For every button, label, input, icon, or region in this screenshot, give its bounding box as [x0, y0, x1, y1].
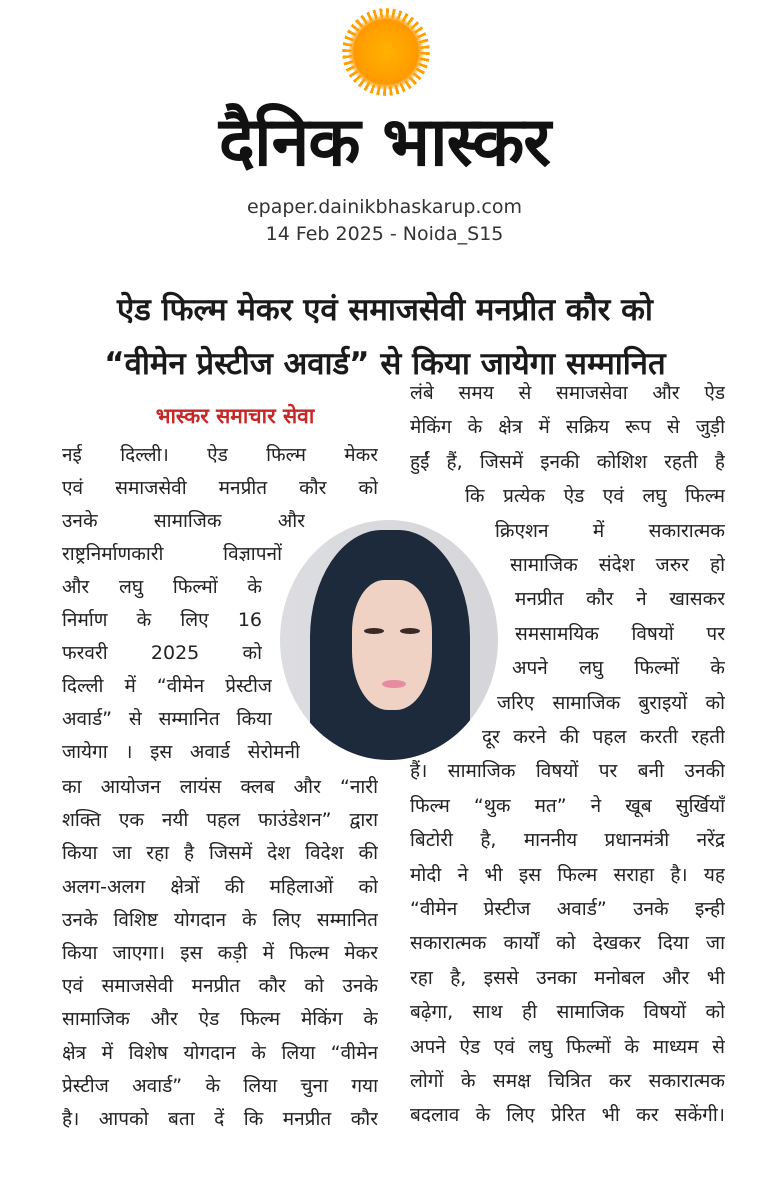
article-line: दिल्ली में “वीमेन प्रेस्टीज — [62, 675, 272, 697]
newspaper-title: दैनिक भास्कर — [218, 103, 551, 182]
article-line: किया जा रहा है जिसमें देश विदेश की — [62, 842, 378, 865]
article-line: सामाजिक और ऐड फिल्म मेकिंग के — [62, 1008, 378, 1031]
article-line: लंबे समय से समाजसेवा और ऐड — [410, 382, 725, 404]
article-line: लोगों के समक्ष चित्रित कर सकारात्मक — [410, 1070, 725, 1092]
article-line: “वीमेन प्रेस्टीज अवार्ड” उनके इन्ही — [410, 898, 725, 920]
article-line: एवं समाजसेवी मनप्रीत कौर को उनके — [62, 975, 378, 998]
article-line: अलग-अलग क्षेत्रों की महिलाओं को — [62, 875, 378, 898]
photo-face — [352, 580, 432, 710]
article-line: समसामयिक विषयों पर — [515, 622, 725, 645]
article-line: राष्ट्रनिर्माणकारी विज्ञापनों — [62, 543, 282, 565]
article-line: प्रेस्टीज अवार्ड” के लिया चुना गया — [62, 1074, 378, 1097]
sun-logo-icon — [348, 14, 424, 90]
byline: भास्कर समाचार सेवा — [155, 404, 315, 428]
article-line: और लघु फिल्मों के — [62, 576, 262, 598]
photo-eye — [364, 628, 384, 634]
article-line: अपने ऐड एवं लघु फिल्मों के माध्यम से — [410, 1035, 725, 1058]
article-line: क्षेत्र में विशेष योगदान के लिया “वीमेन — [62, 1041, 378, 1064]
article-line: हुईं हैं, जिसमें इनकी कोशिश रहती है — [410, 450, 725, 473]
article-line: किया जाएगा। इस कड़ी में फिल्म मेकर — [62, 942, 378, 964]
article-line: रहा है, इससे उनका मनोबल और भी — [410, 966, 725, 989]
article-line: मनप्रीत कौर ने खासकर — [515, 588, 725, 611]
article-line: जायेगा । इस अवार्ड सेरोमनी — [62, 741, 300, 763]
article-line: कि प्रत्येक ऐड एवं लघु फिल्म — [465, 485, 725, 508]
epaper-url: epaper.dainikbhaskarup.com — [246, 196, 523, 218]
article-line: सामाजिक संदेश जरुर हो — [510, 554, 725, 576]
article-line: दूर करने की पहल करती रहती — [482, 726, 725, 748]
photo-lips — [382, 680, 406, 688]
article-line: है। आपको बता दें कि मनप्रीत कौर — [62, 1108, 378, 1130]
article-line: एवं समाजसेवी मनप्रीत कौर को — [62, 477, 378, 499]
article-line: उनके सामाजिक और — [62, 510, 305, 532]
article-line: मोदी ने भी इस फिल्म सराहा है। यह — [410, 863, 725, 886]
photo-eye — [400, 628, 420, 634]
article-line: हैं। सामाजिक विषयों पर बनी उनकी — [410, 760, 725, 783]
portrait-photo — [280, 520, 498, 760]
article-line: अपने लघु फिल्मों के — [512, 657, 725, 680]
article-line: निर्माण के लिए 16 — [62, 609, 262, 631]
article-line: क्रिएशन में सकारात्मक — [495, 519, 725, 542]
article-line: मेकिंग के क्षेत्र में सक्रिय रूप से जुड़ी — [410, 416, 725, 439]
article-line: बढ़ेगा, साथ ही सामाजिक विषयों को — [410, 1001, 725, 1024]
article-line: फिल्म “थुक मत” ने खूब सुर्खियाँ — [410, 794, 725, 817]
headline-line-1: ऐड फिल्म मेकर एवं समाजसेवी मनप्रीत कौर को — [117, 292, 653, 328]
edition-date: 14 Feb 2025 - Noida_S15 — [265, 223, 504, 245]
headline-line-2: “वीमेन प्रेस्टीज अवार्ड” से किया जायेगा सम्मानित — [104, 346, 666, 382]
article-line: फरवरी 2025 को — [62, 642, 262, 664]
article-line: का आयोजन लायंस क्लब और “नारी — [62, 776, 378, 798]
article-line: अवार्ड” से सम्मानित किया — [62, 708, 272, 730]
article-line: उनके विशिष्ट योगदान के लिए सम्मानित — [62, 908, 378, 931]
article-line: जरिए सामाजिक बुराइयों को — [497, 691, 725, 714]
article-line: नई दिल्ली। ऐड फिल्म मेकर — [62, 444, 378, 466]
article-line: बदलाव के लिए प्रेरित भी कर सकेंगी। — [410, 1104, 725, 1127]
article-line: सकारात्मक कार्यों को देखकर दिया जा — [410, 932, 725, 955]
article-line: बिटोरी है, माननीय प्रधानमंत्री नरेंद्र — [410, 829, 725, 852]
article-line: शक्ति एक नयी पहल फाउंडेशन” द्वारा — [62, 809, 378, 832]
